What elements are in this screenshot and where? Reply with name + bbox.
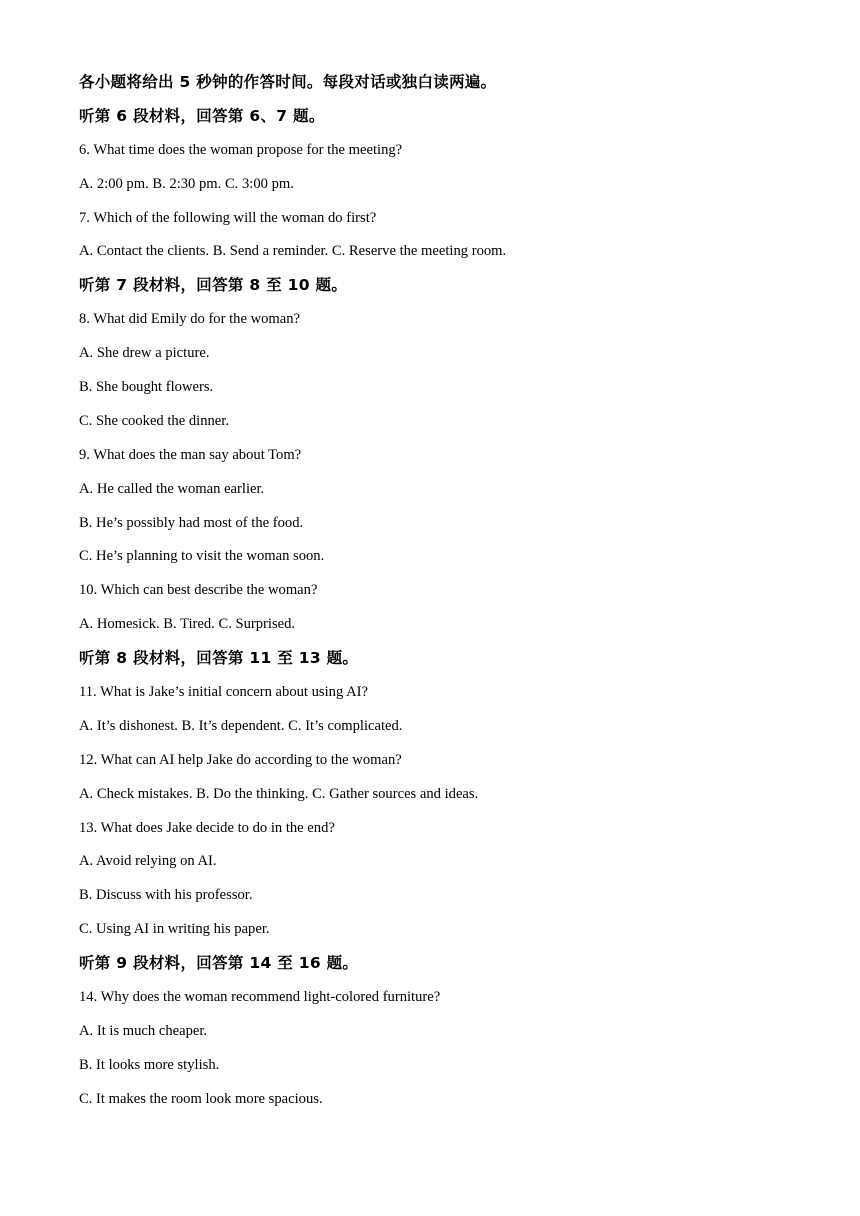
- option-13a: A. Avoid relying on AI.: [79, 853, 217, 870]
- section-heading-6: 听第 6 段材料，回答第 6、7 题。: [79, 106, 325, 125]
- options-6: A. 2:00 pm. B. 2:30 pm. C. 3:00 pm.: [79, 175, 294, 192]
- question-7: 7. Which of the following will the woman do first?: [79, 209, 377, 226]
- option-13c: C. Using AI in writing his paper.: [79, 921, 270, 938]
- question-14: 14. Why does the woman recommend light-colored furniture?: [79, 989, 441, 1006]
- exam-page: [79, 68, 799, 1119]
- option-9c: C. He’s planning to visit the woman soon.: [79, 548, 325, 565]
- question-9: 9. What does the man say about Tom?: [79, 446, 302, 463]
- question-12: 12. What can AI help Jake do according to the woman?: [79, 751, 402, 768]
- question-10: 10. Which can best describe the woman?: [79, 582, 318, 599]
- option-13b: B. Discuss with his professor.: [79, 887, 253, 904]
- option-14b: B. It looks more stylish.: [79, 1056, 220, 1073]
- option-8a: A. She drew a picture.: [79, 345, 210, 362]
- options-7: A. Contact the clients. B. Send a reminder. C. Reserve the meeting room.: [79, 243, 507, 260]
- question-13: 13. What does Jake decide to do in the end?: [79, 819, 335, 836]
- question-8: 8. What did Emily do for the woman?: [79, 311, 301, 328]
- options-10: A. Homesick. B. Tired. C. Surprised.: [79, 616, 296, 633]
- section-heading-9: 听第 9 段材料，回答第 14 至 16 题。: [79, 954, 359, 973]
- option-14a: A. It is much cheaper.: [79, 1022, 208, 1039]
- option-9a: A. He called the woman earlier.: [79, 480, 265, 497]
- section-heading-7: 听第 7 段材料，回答第 8 至 10 题。: [79, 276, 348, 295]
- options-12: A. Check mistakes. B. Do the thinking. C. Gather sources and ideas.: [79, 785, 479, 802]
- instruction-heading: 各小题将给出 5 秒钟的作答时间。每段对话或独白读两遍。: [79, 73, 497, 91]
- option-9b: B. He’s possibly had most of the food.: [79, 514, 304, 531]
- section-heading-8: 听第 8 段材料，回答第 11 至 13 题。: [79, 649, 359, 668]
- option-8b: B. She bought flowers.: [79, 379, 214, 396]
- options-11: A. It’s dishonest. B. It’s dependent. C. It’s complicated.: [79, 717, 403, 734]
- question-6: 6. What time does the woman propose for the meeting?: [79, 141, 403, 158]
- option-14c: C. It makes the room look more spacious.: [79, 1090, 323, 1107]
- option-8c: C. She cooked the dinner.: [79, 412, 229, 429]
- question-11: 11. What is Jake’s initial concern about using AI?: [79, 684, 368, 701]
